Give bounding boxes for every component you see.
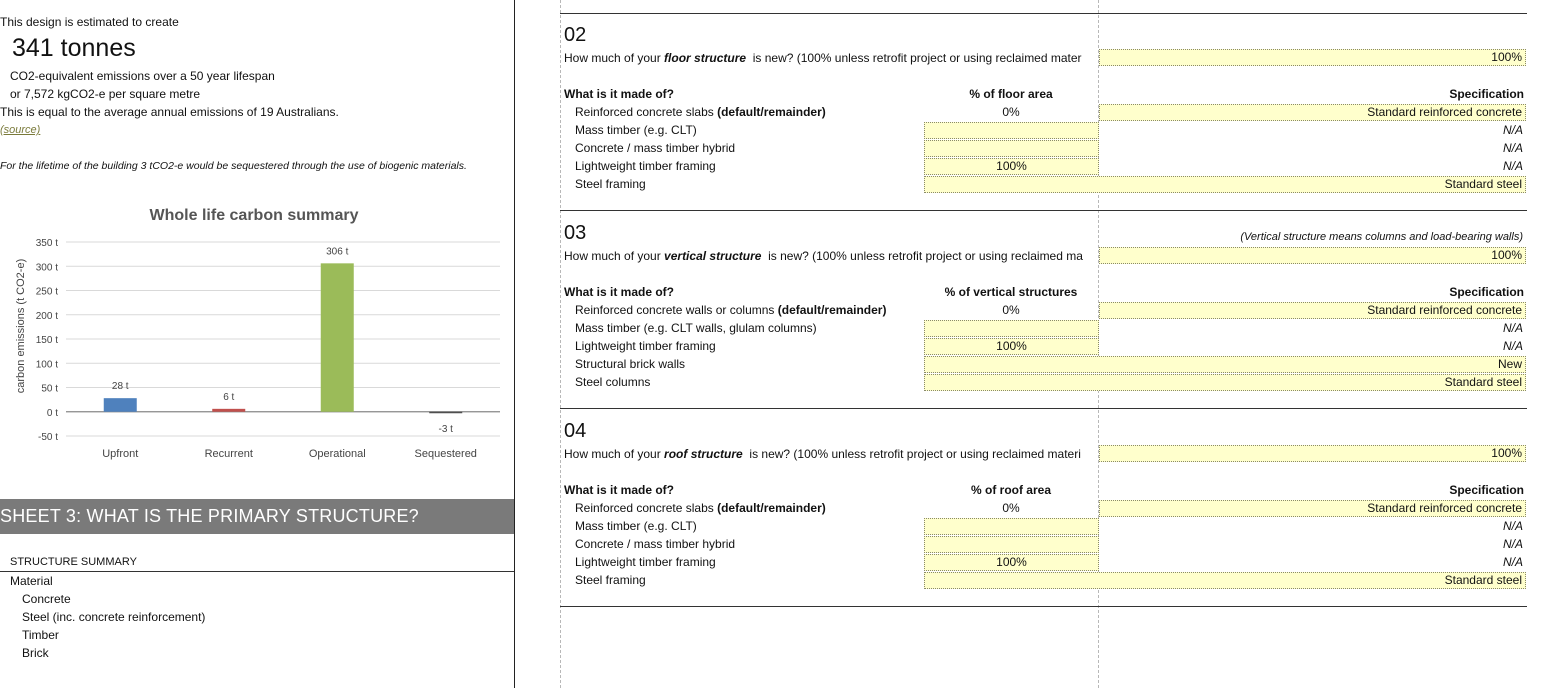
material-row-label [575,519,697,533]
chart-y-axis-label: carbon emissions (t CO2-e) [15,258,27,394]
chart-data-label: 306 t [326,246,349,258]
chart-bar-recurrent [212,409,245,412]
material-row-label [575,555,716,569]
chart-data-label: 6 t [223,391,235,403]
chart-category-label: Sequestered [414,448,477,460]
made-of-heading: What is it made of? [564,285,675,299]
section-question [564,51,1098,65]
percent-header: % of floor area [969,87,1053,101]
specification-header: Specification [1449,285,1524,299]
percent-input[interactable] [924,536,1099,553]
percent-input[interactable] [924,320,1099,337]
question-text: How much of your [564,249,665,263]
percent-input[interactable] [924,122,1099,139]
equivalent-text: This is equal to the average annual emissions of 19 Australians. [0,105,339,119]
material-row-label [575,141,735,155]
specification-select[interactable]: Standard steel [924,572,1526,589]
material-name: Reinforced concrete slabs [575,501,718,515]
chart-y-tick: 350 t [35,238,58,249]
material-header: Material [10,574,53,588]
summary-intro: This design is estimated to create [0,15,179,29]
specification-select[interactable]: New [924,356,1526,373]
sequestered-note: For the lifetime of the building 3 tCO2-e would be sequestered through the use of biogenic materials. [0,160,467,172]
material-name: Mass timber (e.g. CLT) [575,519,697,533]
column-guide-left [560,0,561,688]
material-name: Steel framing [575,177,646,191]
section-note: (Vertical structure means columns and load-bearing walls) [1240,231,1523,243]
percent-header: % of vertical structures [944,285,1078,299]
new-percent-input[interactable]: 100% [1099,247,1526,264]
chart-category-label: Recurrent [204,448,253,460]
section-question [564,249,1098,263]
material-name: Concrete / mass timber hybrid [575,141,736,155]
question-subject: floor structure [664,51,747,65]
material-row-label [575,573,646,587]
specification-value: N/A [1502,123,1523,137]
specification-select[interactable]: Standard reinforced concrete [1099,500,1526,517]
question-subject: roof structure [664,447,743,461]
chart-y-tick: 100 t [35,359,58,371]
chart-title: Whole life carbon summary [149,207,359,224]
question-text: is new? (100% unless retrofit project or using reclaimed mater [746,51,1082,65]
percent-value: 0% [1002,303,1020,317]
panel-divider [514,0,515,688]
summary-material: Concrete [22,592,71,606]
sheet-banner: SHEET 3: WHAT IS THE PRIMARY STRUCTURE? [0,499,514,534]
specification-select[interactable]: Standard steel [924,374,1526,391]
percent-input[interactable] [924,518,1099,535]
percent-value: 0% [1002,501,1020,515]
material-name: Lightweight timber framing [575,159,716,173]
specification-header: Specification [1449,483,1524,497]
material-row-label [575,537,735,551]
new-percent-input[interactable]: 100% [1099,445,1526,462]
specification-select[interactable]: Standard steel [924,176,1526,193]
material-name: Reinforced concrete walls or columns [575,303,778,317]
specification-value: N/A [1502,339,1523,353]
specification-select[interactable]: Standard reinforced concrete [1099,104,1526,121]
chart-y-tick: 300 t [35,262,58,274]
question-text: How much of your [564,447,665,461]
material-row-label [575,501,826,515]
percent-input[interactable]: 100% [924,338,1099,355]
question-text: is new? (100% unless retrofit project or using reclaimed ma [761,249,1083,263]
chart-y-tick: -50 t [37,432,58,443]
made-of-heading: What is it made of? [564,87,675,101]
specification-value: N/A [1502,321,1523,335]
chart-y-tick: 250 t [35,286,58,298]
specification-value: N/A [1502,555,1523,569]
section-question [564,447,1098,461]
specification-header: Specification [1449,87,1524,101]
chart-data-label: -3 t [438,423,453,435]
question-subject: vertical structure [664,249,762,263]
structure-summary-heading: STRUCTURE SUMMARY [10,556,137,568]
source-link[interactable]: (source) [0,124,41,136]
material-name: Mass timber (e.g. CLT) [575,123,697,137]
percent-input[interactable]: 100% [924,554,1099,571]
specification-value: N/A [1502,159,1523,173]
chart-y-tick: 0 t [46,407,58,419]
default-tag: (default/remainder) [717,501,826,515]
percent-input[interactable] [924,140,1099,157]
percent-value: 0% [1002,105,1020,119]
chart-bar-sequestered [429,412,462,414]
percent-input[interactable]: 100% [924,158,1099,175]
material-name: Steel framing [575,573,646,587]
material-row-label [575,321,817,335]
material-name: Concrete / mass timber hybrid [575,537,736,551]
material-row-label [575,123,697,137]
chart-bars [102,246,477,460]
material-row-label [575,159,716,173]
material-name: Reinforced concrete slabs [575,105,718,119]
material-name: Mass timber (e.g. CLT walls, glulam columns) [575,321,817,335]
material-row-label [575,177,646,191]
chart-bar-operational [321,263,354,411]
made-of-heading: What is it made of? [564,483,675,497]
material-row-label [575,105,826,119]
summary-divider [0,571,514,572]
section-rule [560,606,1527,607]
summary-panel [0,0,516,688]
chart-bar-upfront [104,398,137,412]
specification-select[interactable]: Standard reinforced concrete [1099,302,1526,319]
material-name: Lightweight timber framing [575,339,716,353]
section-number: 04 [564,420,587,442]
specification-value: N/A [1502,519,1523,533]
chart-category-label: Operational [308,448,366,460]
material-row-label [575,339,716,353]
section-rule [560,210,1527,211]
section-rule [560,408,1527,409]
chart-y-tick: 50 t [41,383,58,395]
chart-data-label: 28 t [111,381,129,393]
material-row-label [575,357,685,371]
default-tag: (default/remainder) [777,303,887,317]
chart-y-tick: 150 t [35,335,58,346]
summary-material: Timber [22,628,59,642]
question-text: is new? (100% unless retrofit project or using reclaimed materi [742,447,1081,461]
summary-material: Steel (inc. concrete reinforcement) [22,610,206,624]
default-tag: (default/remainder) [717,105,826,119]
question-text: How much of your [564,51,665,65]
specification-value: N/A [1502,537,1523,551]
chart-y-tick: 200 t [35,310,58,322]
percent-header: % of roof area [970,483,1051,497]
per-sqm-text: or 7,572 kgCO2-e per square metre [10,87,201,101]
material-row-label [575,303,886,317]
total-emissions: 341 tonnes [12,34,136,62]
material-name: Structural brick walls [575,357,686,371]
material-name: Steel columns [575,375,651,389]
chart-category-label: Upfront [102,448,139,460]
material-name: Lightweight timber framing [575,555,716,569]
section-number: 03 [564,222,587,244]
lifespan-text: CO2-equivalent emissions over a 50 year lifespan [10,69,275,83]
specification-value: N/A [1502,141,1523,155]
whole-life-carbon-chart [0,196,514,476]
material-row-label [575,375,650,389]
new-percent-input[interactable]: 100% [1099,49,1526,66]
section-rule-top [560,13,1527,14]
section-number: 02 [564,24,587,46]
summary-material: Brick [22,646,49,660]
